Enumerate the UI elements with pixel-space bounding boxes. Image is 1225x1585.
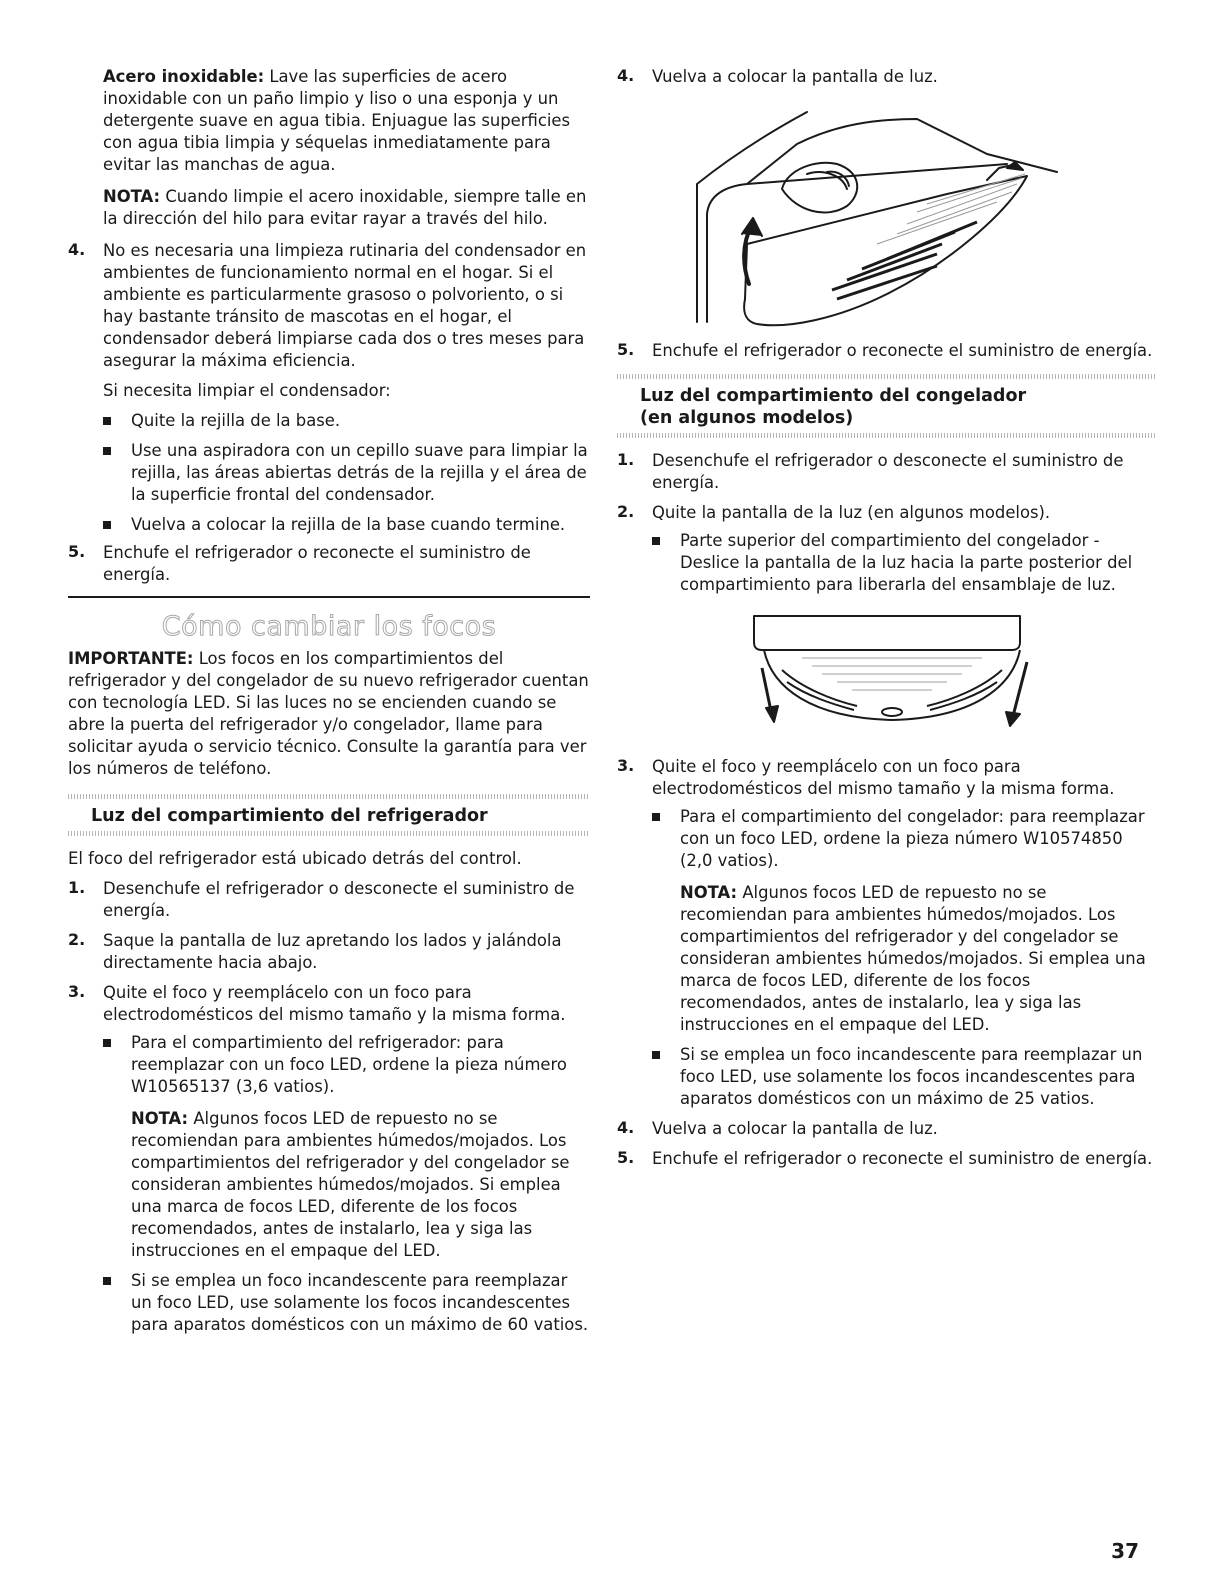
heading-rule-top xyxy=(68,794,590,799)
important-paragraph xyxy=(68,648,590,780)
step-text: No es necesaria una limpieza rutinaria del condensador en ambientes de funcionamiento normal en el hogar. Si el ambiente es particularmente grasoso o polvoriento, o si hay bastante tránsito de mascotas en el hogar, el condensador deberá limpiarse cada dos o tres meses para asegurar la máxima eficiencia. xyxy=(103,241,587,370)
bullet-text: Quite la rejilla de la base. xyxy=(131,411,341,430)
step-text: Quite el foco y reemplácelo con un foco para electrodomésticos del mismo tamaño y la misma forma. xyxy=(103,983,566,1024)
stainless-steel-label: Acero inoxidable: xyxy=(103,67,265,86)
step-number: 5. xyxy=(617,340,635,359)
stainless-steel-text: Lave las superficies de acero inoxidable con un paño limpio y liso o una esponja y un detergente suave en agua tibia. Enjuague las superficies con agua tibia limpia y séquelas inmediatamente para evitar las manchas de agua. xyxy=(103,67,571,174)
bullet-icon xyxy=(652,1051,660,1059)
step-number: 4. xyxy=(617,66,635,85)
bullet-icon xyxy=(103,447,111,455)
step-5 xyxy=(617,340,1157,362)
bullet-item xyxy=(652,806,1157,872)
step-text: Enchufe el refrigerador o reconecte el suministro de energía. xyxy=(103,543,531,584)
steel-note xyxy=(68,186,590,230)
step-text: Desenchufe el refrigerador o desconecte el suministro de energía. xyxy=(652,451,1124,492)
bullet-item xyxy=(103,1270,590,1336)
note-text: Algunos focos LED de repuesto no se recomiendan para ambientes húmedos/mojados. Los compartimientos del refrigerador y del congelador se consideran ambientes húmedos/mojados. Si emplea una marca de focos LED, diferente de los focos recomendados, antes de instalarlo, lea y siga las instrucciones en el empaque del LED. xyxy=(131,1109,570,1260)
bullet-icon xyxy=(103,417,111,425)
bullet-text: Parte superior del compartimiento del congelador - Deslice la pantalla de la luz hacia la parte posterior del compartimiento para liberarla del ensamblaje de luz. xyxy=(680,531,1133,594)
step-number: 5. xyxy=(68,542,86,561)
bullet-item xyxy=(652,1044,1157,1110)
freezer-step-1 xyxy=(617,450,1157,494)
step-5 xyxy=(68,542,590,586)
fridge-note xyxy=(68,1108,590,1262)
bullet-text: Si se emplea un foco incandescente para reemplazar un foco LED, use solamente los focos incandescentes para aparatos domésticos con un máximo de 25 vatios. xyxy=(680,1045,1143,1108)
freezer-step-2 xyxy=(617,502,1157,524)
step-text: Desenchufe el refrigerador o desconecte el suministro de energía. xyxy=(103,879,575,920)
bullet-text: Para el compartimiento del refrigerador: para reemplazar con un foco LED, ordene la pieza número W10565137 (3,6 vatios). xyxy=(131,1033,567,1096)
bullet-item xyxy=(103,440,590,506)
freezer-step-5 xyxy=(617,1148,1157,1170)
heading-rule-top xyxy=(617,374,1157,379)
bullet-item xyxy=(652,530,1157,596)
stainless-steel-paragraph xyxy=(68,66,590,176)
freezer-light-heading-line2: (en algunos modelos) xyxy=(640,408,854,428)
bullet-icon xyxy=(103,1277,111,1285)
bullet-item xyxy=(103,1032,590,1098)
bullet-icon xyxy=(103,521,111,529)
section-title: Cómo cambiar los focos xyxy=(161,611,497,642)
freezer-light-shield-illustration xyxy=(742,608,1042,748)
fridge-step-1 xyxy=(68,878,590,922)
bullet-text: Use una aspiradora con un cepillo suave para limpiar la rejilla, las áreas abiertas detrás de la rejilla y el área de la superficie frontal del condensador. xyxy=(131,441,588,504)
right-column xyxy=(617,66,1157,1170)
freezer-note xyxy=(617,882,1157,1036)
step-text: Vuelva a colocar la pantalla de luz. xyxy=(652,67,938,86)
bullet-icon xyxy=(652,813,660,821)
bullet-text: Vuelva a colocar la rejilla de la base cuando termine. xyxy=(131,515,566,534)
step-number: 1. xyxy=(617,450,635,469)
bullet-text: Para el compartimiento del congelador: para reemplazar con un foco LED, ordene la pieza número W10574850 (2,0 vatios). xyxy=(680,807,1145,870)
note-text: Algunos focos LED de repuesto no se recomiendan para ambientes húmedos/mojados. Los compartimientos del refrigerador y del congelador se consideran ambientes húmedos/mojados. Si emplea una marca de focos LED, diferente de los focos recomendados, antes de instalarlo, lea y siga las instrucciones en el empaque del LED. xyxy=(680,883,1146,1034)
fridge-intro: El foco del refrigerador está ubicado detrás del control. xyxy=(68,849,522,868)
step-text: Vuelva a colocar la pantalla de luz. xyxy=(652,1119,938,1138)
section-divider xyxy=(68,596,590,598)
fridge-light-heading: Luz del compartimiento del refrigerador xyxy=(91,806,488,826)
note-text: Cuando limpie el acero inoxidable, siempre talle en la dirección del hilo para evitar rayar a través del hilo. xyxy=(103,187,587,228)
step-text: Enchufe el refrigerador o reconecte el suministro de energía. xyxy=(652,341,1153,360)
heading-rule-bottom xyxy=(68,831,590,836)
heading-rule-bottom xyxy=(617,433,1157,438)
step-4 xyxy=(617,66,1157,88)
bullet-item xyxy=(103,514,590,536)
fridge-step-2 xyxy=(68,930,590,974)
freezer-step-4 xyxy=(617,1118,1157,1140)
left-column xyxy=(68,66,590,1336)
step-number: 2. xyxy=(617,502,635,521)
step-number: 1. xyxy=(68,878,86,897)
note-label: NOTA: xyxy=(131,1109,189,1128)
freezer-light-heading-line1: Luz del compartimiento del congelador xyxy=(640,386,1027,406)
note-label: NOTA: xyxy=(680,883,738,902)
step-number: 4. xyxy=(617,1118,635,1137)
step-number: 2. xyxy=(68,930,86,949)
note-label: NOTA: xyxy=(103,187,161,206)
step-text: Quite el foco y reemplácelo con un foco para electrodomésticos del mismo tamaño y la misma forma. xyxy=(652,757,1115,798)
step-number: 3. xyxy=(68,982,86,1001)
step-number: 4. xyxy=(68,240,86,259)
bullet-text: Si se emplea un foco incandescente para reemplazar un foco LED, use solamente los focos incandescentes para aparatos domésticos con un máximo de 60 vatios. xyxy=(131,1271,589,1334)
fridge-step-3 xyxy=(68,982,590,1026)
bullet-icon xyxy=(652,537,660,545)
step-number: 3. xyxy=(617,756,635,775)
freezer-step-3 xyxy=(617,756,1157,800)
step-number: 5. xyxy=(617,1148,635,1167)
page-number: 37 xyxy=(1111,1539,1139,1563)
bullet-icon xyxy=(103,1039,111,1047)
step-text: Saque la pantalla de luz apretando los lados y jalándola directamente hacia abajo. xyxy=(103,931,562,972)
step-4 xyxy=(68,240,590,372)
condenser-intro: Si necesita limpiar el condensador: xyxy=(103,381,391,400)
important-text: Los focos en los compartimientos del refrigerador y del congelador de su nuevo refrigerador cuentan con tecnología LED. Si las luces no se encienden cuando se abre la puerta del refrigerador y/o congelador, llame para solicitar ayuda o servicio técnico. Consulte la garantía para ver los números de teléfono. xyxy=(68,649,589,778)
step-text: Quite la pantalla de la luz (en algunos modelos). xyxy=(652,503,1051,522)
fridge-light-shield-illustration xyxy=(687,94,1087,334)
bullet-item xyxy=(103,410,590,432)
important-label: IMPORTANTE: xyxy=(68,649,194,668)
step-text: Enchufe el refrigerador o reconecte el suministro de energía. xyxy=(652,1149,1153,1168)
